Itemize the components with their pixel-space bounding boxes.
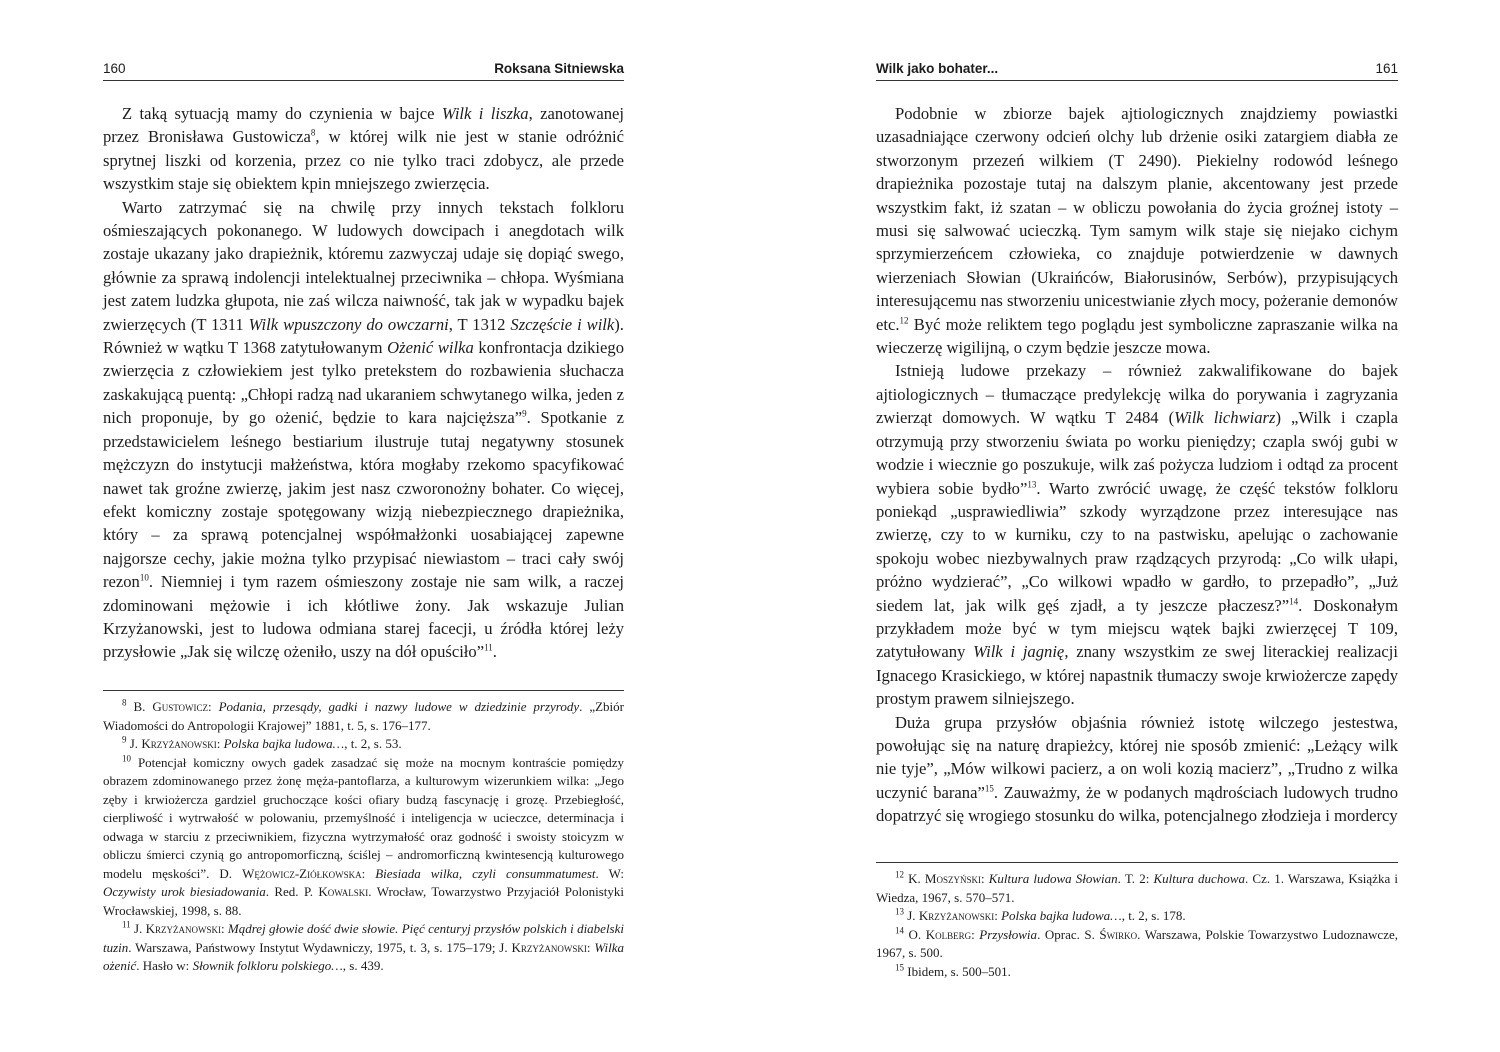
text-run: . Warto zwrócić uwagę, że część tekstów folkloru poniekąd „usprawiedliwia” szkody wyrządzone przez interesujące nas zwierzę, czy to w kurniku, czy to na pastwisku, apelując o zachowanie spokoju wobec niezbywalnych praw rządzących przyrodą: „Co wilk ułapi, próżno wydzierać”, „Co wilkowi wpadło w gardło, to przepadło”, „Już siedem lat, jak wilk gęś zjadł, a ty jeszcze płaczesz?” <box>876 478 1398 615</box>
text-run: J. <box>130 921 146 936</box>
text-run: Istnieją ludowe przekazy – również zakwalifikowane do bajek ajtiologicznych – tłumaczące predylekcję wilka do porywania i zagryzania zwierząt domowych. W wątku T 2484 ( <box>876 361 1398 428</box>
footnote <box>876 926 1398 963</box>
text-run: , w której wilk nie jest w stanie odróżnić sprytnej liszki od korzenia, przez co nie tylko traci zdobycz, ale przede wszystkim staje się obiektem kpin mniejszego zwierzęcia. <box>103 127 624 194</box>
text-run: . „Zbiór Wiadomości do Antropologii Krajowej” 1881, t. 5, s. 176–177. <box>103 699 625 733</box>
note-marker: 14 <box>1289 596 1299 606</box>
note-marker: 8 <box>310 127 316 138</box>
paragraph <box>103 196 624 664</box>
left-page <box>103 0 624 1052</box>
footnote <box>876 870 1398 907</box>
text-run: Przysłowia <box>979 926 1038 942</box>
text-run: konfrontacja dzikiego zwierzęcia z człowiekiem jest tylko pretekstem do rozbawienia słuchacza zaskakującą puentą: „Chłopi radzą nad ukaraniem schwytanego wilka, jeden z nich proponuje, by go ożenić, będzie to kara najcięższa” <box>103 338 624 428</box>
text-run: Kolberg <box>925 926 972 942</box>
text-run: Wilka ożenić <box>103 939 624 973</box>
text-run: : <box>586 939 595 955</box>
text-run: Krzyżanowski <box>918 908 995 923</box>
text-run: . Niemniej i tym razem ośmieszony zostaje nie sam wilk, a raczej zdominowani mężowie i ich kłótliwe żony. Jak wskazuje Julian Krzyżanowski, jest to ludowa odmiana starej facecji, u źródła której leży przysłowie „Jak się wilczę ożeniło, uszy na dół opuściło” <box>103 572 624 662</box>
footnote <box>103 698 624 735</box>
text-run: . Spotkanie z przedstawicielem leśnego bestiarium ilustruje tutaj negatywny stosunek mężczyzn do instytucji małżeństwa, która mogłaby rzekomo spacyfikować nawet tak groźne zwierzę, jakim jest nasz czworonożny bohater. Co więcej, efekt komiczny zostaje spotęgowany wizją niebezpiecznego drapieżnika, który – za sprawą potencjalnej współmałżonki uosabiającej zapewne najgorsze cechy, jakie można tylko przypisać niewiastom – traci cały swój rezon <box>103 408 624 592</box>
text-run: Polska bajka ludowa… <box>1001 908 1122 923</box>
text-run: Ożenić wilka <box>387 338 474 358</box>
note-marker: 11 <box>484 642 493 653</box>
right-running-head: Wilk jako bohater... <box>876 61 999 76</box>
text-run: . Wrocław, Towarzystwo Przyjaciół Polonistyki Wrocławskiej, 1998, s. 88. <box>103 884 624 918</box>
footnote <box>103 735 624 754</box>
text-run: , t. 2, s. 178. <box>1121 908 1186 923</box>
text-run: , t. 2, s. 53. <box>344 736 402 751</box>
text-run: , zanotowanej przez Bronisława Gustowicza <box>103 104 624 147</box>
footnote <box>876 963 1398 982</box>
text-run: . Hasło w: <box>136 958 193 973</box>
note-marker: 9 <box>122 734 127 745</box>
text-run: . W: <box>595 865 624 881</box>
note-marker: 13 <box>895 906 904 917</box>
text-run: B. <box>126 699 153 714</box>
right-running-header <box>876 58 1398 81</box>
paragraph <box>876 359 1398 710</box>
right-page <box>876 0 1398 1052</box>
text-run: : <box>361 865 376 881</box>
right-footnotes <box>876 862 1398 981</box>
footnote <box>103 920 624 976</box>
text-run: Kultura duchowa <box>1153 871 1245 886</box>
right-footnote-list <box>876 870 1398 981</box>
paragraph <box>876 711 1398 828</box>
text-run: Szczęście i wilk <box>510 314 615 334</box>
note-marker: 15 <box>895 962 904 973</box>
text-run: : <box>980 871 989 886</box>
text-run: ) „Wilk i czapla otrzymują przy stworzeniu świata po worku pieniędzy; czapla swój gubi w wodzie i wiecznie go poszukuje, wilk zaś pożycza ludziom i odtąd za procent wybiera sobie bydło” <box>876 408 1398 498</box>
text-run: Wilk wpuszczony do owczarni <box>248 314 449 334</box>
text-run: O. <box>904 926 926 942</box>
text-run: : <box>216 736 224 751</box>
text-run: Gustowicz <box>152 699 209 714</box>
text-run: Krzyżanowski <box>145 921 221 936</box>
text-run: : <box>994 908 1002 923</box>
text-run: Świrko <box>1099 926 1138 942</box>
paragraph <box>876 102 1398 359</box>
text-run: , T 1312 <box>448 314 511 334</box>
text-run: . Cz. 1. Warszawa, Książka i Wiedza, 1967, s. 570–571. <box>876 871 1398 905</box>
text-run: J. <box>126 736 142 751</box>
text-run: : <box>220 921 228 936</box>
right-footnote-rule <box>876 862 1398 863</box>
text-run: Słownik folkloru polskiego… <box>192 958 343 973</box>
text-run: Krzyżanowski <box>141 736 217 751</box>
text-run: Podania, przesądy, gadki i nazwy ludowe w dziedzinie przyrody <box>218 699 580 714</box>
text-run: Oczywisty urok biesiadowania <box>103 884 266 899</box>
text-run: . Warszawa, Państwowy Instytut Wydawniczy, 1975, t. 3, s. 175–179; J. <box>128 939 512 955</box>
text-run: Kowalski <box>318 884 369 899</box>
text-run: Polska bajka ludowa… <box>223 736 345 751</box>
right-page-number: 161 <box>1375 61 1398 76</box>
note-marker: 12 <box>895 869 904 880</box>
text-run: Warto zatrzymać się na chwilę przy innych tekstach folkloru ośmieszających pokonanego. W ludowych dowcipach i anegdotach wilk zostaje ukazany jako drapieżnik, któremu zazwyczaj udaje się dopiąć swego, głównie za sprawą indolencji intelektualnej przeciwnika – chłopa. Wyśmiana jest zatem ludzka głupota, nie zaś wilcza naiwność, tak jak w wypadku bajek zwierzęcych (T 1311 <box>103 197 624 334</box>
note-marker: 15 <box>984 783 994 794</box>
text-run: Wilk lichwiarz <box>1174 408 1276 428</box>
text-run: : <box>208 699 219 714</box>
text-run: Duża grupa przysłów objaśnia również istotę wilczego jestestwa, powołując się na naturę drapieżcy, której nie sposób zmienić: „Leżący wilk nie tyje”, „Mów wilkowi pacierz, a on woli kozią macierz”, „Trudno z wilka uczynić barana” <box>876 712 1398 802</box>
text-run: . Red. P. <box>265 884 319 899</box>
footnote <box>876 907 1398 926</box>
left-footnote-rule <box>103 690 624 691</box>
text-run: Wilk i liszka <box>441 104 529 123</box>
text-run: Podobnie w zbiorze bajek ajtiologicznych znajdziemy powiastki uzasadniające czerwony odcień olchy lub drżenie osiki zatargiem diabła ze stworzonym przezeń wilkiem (T 2490). Piekielny rodowód leśnego drapieżnika pozostaje tutaj na dalszym planie, akcentowany jest przede wszystkim fakt, iż szatan – w obliczu powołania do życia groźnej istoty – musi się salwować ucieczką. Tym samym wilk staje się niejako cichym sprzymierzeńcem człowieka, co znajduje potwierdzenie w dawnych wierzeniach Słowian (Ukraińców, Białorusinów, Serbów), przypisujących interesującemu nas stworzeniu unicestwianie złych mocy, pożeranie demonów etc. <box>876 104 1398 334</box>
text-run: Moszyński <box>924 871 981 886</box>
paragraph <box>103 102 624 196</box>
text-run: Biesiada wilka, czyli consummatumest <box>375 865 596 881</box>
note-marker: 10 <box>139 572 149 583</box>
text-run: J. <box>904 908 919 923</box>
text-run: ). Również w wątku T 1368 zatytułowanym <box>103 314 624 358</box>
note-marker: 11 <box>122 919 131 930</box>
text-run: Mądrej głowie dość dwie słowie. Pięć centuryj przysłów polskich i diabelski tuzin <box>103 921 625 955</box>
note-marker: 10 <box>122 753 131 764</box>
left-running-head: Roksana Sitniewska <box>494 61 624 76</box>
text-run: K. <box>904 871 925 886</box>
left-body-text <box>103 102 624 664</box>
text-run: Wężowicz-Ziółkowska <box>242 865 362 881</box>
text-run: , s. 439. <box>342 958 384 973</box>
left-running-header <box>103 58 624 81</box>
text-run: Z taką sytuacją mamy do czynienia w bajce <box>122 104 442 123</box>
left-page-number: 160 <box>103 61 126 76</box>
text-run: , znany wszystkim ze swej literackiej realizacji Ignacego Krasickiego, w której napastnik tłumaczy swoje krwiożercze zapędy prostym prawem silniejszego. <box>876 642 1398 709</box>
note-marker: 13 <box>1027 478 1037 489</box>
footnote <box>103 754 624 921</box>
left-footnote-list <box>103 698 624 976</box>
text-run: . <box>492 642 497 662</box>
text-run: Być może reliktem tego poglądu jest symboliczne zapraszanie wilka na wieczerzę wigilijną, o czym będzie jeszcze mowa. <box>876 314 1398 358</box>
text-run: Krzyżanowski <box>511 939 587 955</box>
note-marker: 8 <box>122 697 127 708</box>
note-marker: 12 <box>899 315 909 326</box>
text-run: Potencjał komiczny owych gadek zasadzać się może na mocnym kontraście pomiędzy obrazem zdominowanego przez żonę męża-pantoflarza, a kulturowym wizerunkiem wilka: „Jego zęby i krwiożercza gardziel gruchoczące kości ofiary budzą fascynację i grozę. Przebiegłość, cierpliwość i wytrwałość w polowaniu, przemyślność i inteligencja w ucieczce, determinacja i odwaga w starciu z przeciwnikiem, fizyczna wytrzymałość oraz godność i swoisty stoicyzm w obliczu śmierci czynią go antropomorficzną, ściślej – andromorficzną kwintesencją kulturowego modelu męskości”. D. <box>103 754 624 881</box>
text-run: . Warszawa, Polskie Towarzystwo Ludoznawcze, 1967, s. 500. <box>876 926 1398 960</box>
text-run: . Oprac. S. <box>1037 926 1100 942</box>
text-run: Wilk i jagnię <box>973 642 1065 662</box>
left-footnotes <box>103 690 624 976</box>
note-marker: 9 <box>522 408 527 419</box>
right-body-text <box>876 102 1398 828</box>
text-run: Kultura ludowa Słowian <box>988 871 1118 886</box>
text-run: . Doskonałym przykładem może być w tym miejscu wątek bajki zwierzęcej T 109, zatytułowany <box>876 595 1399 662</box>
note-marker: 14 <box>895 925 904 936</box>
text-run: : <box>971 926 980 942</box>
text-run: . Zauważmy, że w podanych mądrościach ludowych trudno dopatrzyć się wrogiego stosunku do wilka, potencjalnego złodzieja i mordercy <box>876 782 1398 826</box>
text-run: . T. 2: <box>1117 871 1154 886</box>
text-run: Ibidem, s. 500–501. <box>904 963 1011 979</box>
